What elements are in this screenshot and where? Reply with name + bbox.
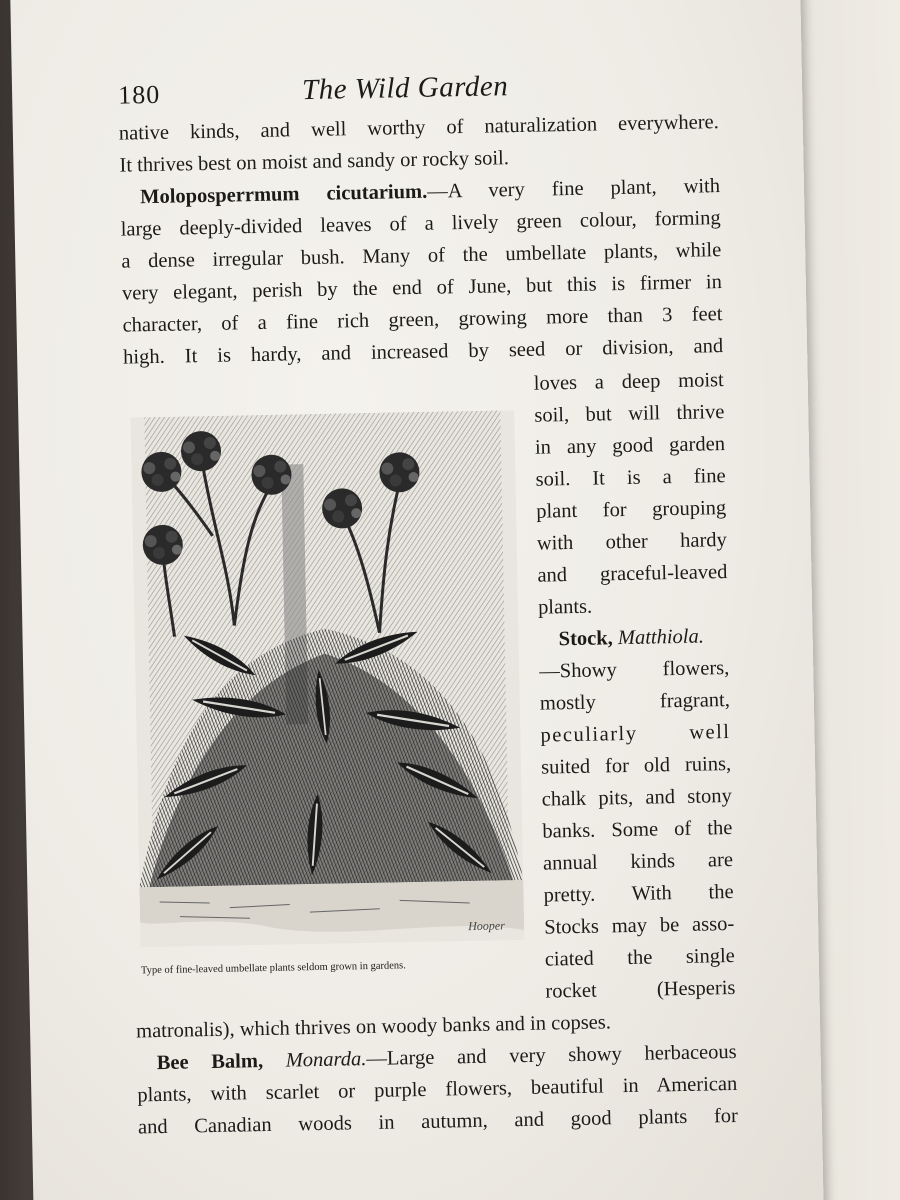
text-line: very elegant, perish by the end of June, but this is firmer in [121,271,723,305]
text-line: with other hardy [536,529,728,555]
text-line: and Canadian woods in autumn, and good plants for [137,1104,739,1139]
text-line: soil, but will thrive [534,401,725,427]
entry-heading-bee-balm: Bee Balm, [156,1050,264,1075]
text-line: peculiarly well [540,721,731,747]
text-line: —Showy flowers, [539,657,730,683]
text-line: a dense irregular bush. Many of the umbellate plants, while [121,239,722,273]
text-line: pretty. With the [543,880,734,907]
running-head: The Wild Garden [301,70,509,107]
text-line: and graceful-leaved [537,561,728,587]
text-line [538,620,729,656]
figure-caption: Type of fine-leaved umbellate plants seldom grown in gardens. [140,960,406,977]
text-line: annual kinds are [542,848,734,875]
text-line: mostly fragrant, [539,689,731,715]
text-line: banks. Some of the [542,816,733,843]
text-line: suited for old ruins, [540,753,732,779]
plant-engraving [130,410,524,947]
text-line: chalk pits, and stony [541,784,732,811]
entry-heading-moloposperrmum: Moloposperrmum cicutarium. [139,180,428,209]
text-line: soil. It is a fine [535,465,726,491]
page-number: 180 [117,79,161,110]
text-line: rocket (Hesperis [545,976,736,1003]
text-line: character, of a fine rich green, growing more than 3 feet [122,303,723,337]
engraver-signature: Hooper [468,918,505,934]
entry-latin-name: Matthiola. [617,625,705,650]
text-run: —A very fine plant, with [427,175,721,203]
book-page [10,0,824,1200]
entry-heading-stock: Stock, [558,627,613,651]
text-line: plant for grouping [536,497,727,523]
text-line: high. It is hardy, and increased by seed or division, and [122,335,724,369]
text-line: matronalis), which thrives on woody banks and in copses. [135,1011,612,1043]
entry-latin-name: Monarda. [285,1048,367,1072]
text-line: native kinds, and well worthy of naturalization everywhere. [118,111,719,145]
text-run: —Large and very showy herbaceous [366,1040,737,1071]
text-line: ciated the single [544,944,736,971]
text-line: plants, with scarlet or purple flowers, beautiful in American [137,1072,738,1107]
text-line: plants. [537,595,593,619]
text-line: It thrives best on moist and sandy or rocky soil. [119,147,510,177]
text-line: Stocks may be asso- [544,912,735,939]
text-line: loves a deep moist [533,369,724,395]
text-line: large deeply-divided leaves of a lively green colour, forming [120,207,721,241]
text-line: in any good garden [534,433,726,459]
